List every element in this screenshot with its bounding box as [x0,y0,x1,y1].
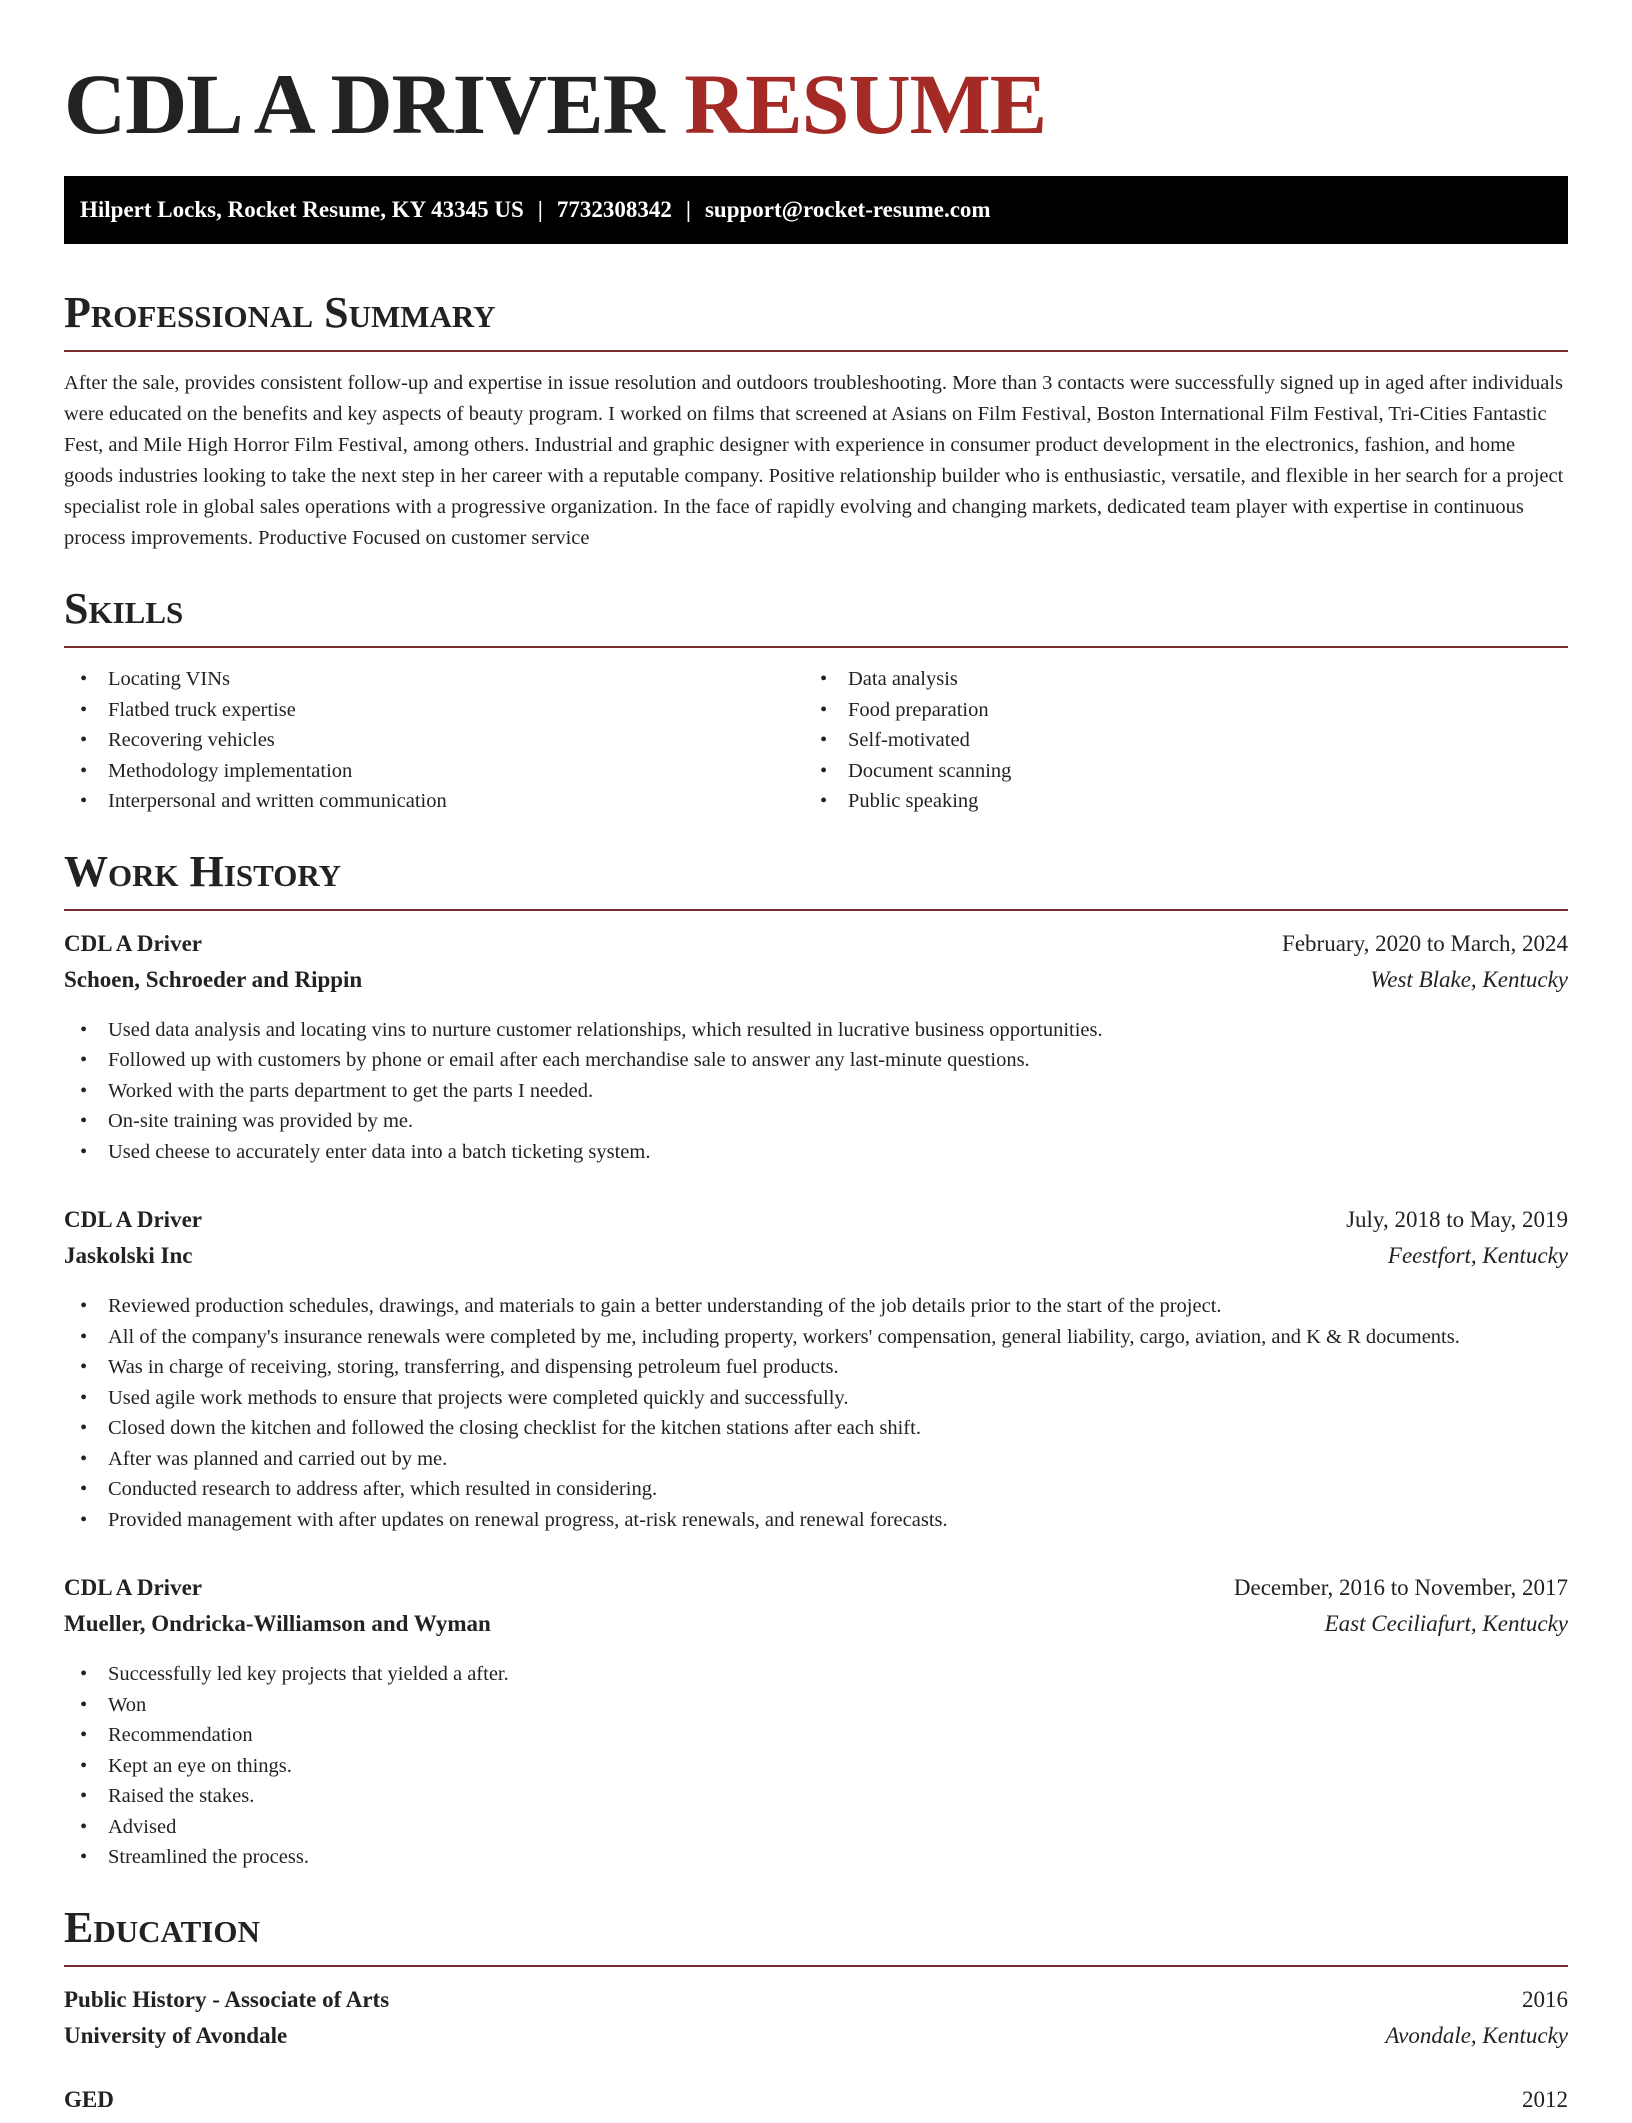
education-degree-row [64,1987,1568,2023]
job-duty [64,1781,1568,1812]
job-entry [64,931,1568,1168]
skill-item [804,756,1544,787]
job-duty [64,1444,1568,1475]
job-duty [64,1352,1568,1383]
job-title-row [64,1207,1568,1243]
job-location: Feestfort, Kentucky [1387,1243,1568,1268]
bullet-icon: • [820,790,828,812]
bullet-icon: • [80,759,88,782]
bullet-icon: • [80,1785,88,1807]
bullet-icon: • [80,1663,88,1685]
bullet-icon: • [80,1325,88,1348]
job-duties [64,1659,1568,1873]
bullet-icon: • [80,729,88,751]
job-dates: February, 2020 to March, 2024 [1282,930,1568,956]
skills-list [64,664,1568,817]
skill-label: Interpersonal and written communication [108,790,447,812]
job-company-row [64,1243,1568,1279]
education-year: 2012 [1522,2086,1568,2112]
job-company-row [64,1611,1568,1647]
bullet-icon: • [80,1693,88,1716]
bullet-icon: • [80,1386,88,1409]
skill-label: Food preparation [848,698,989,721]
bullet-icon: • [820,729,828,751]
skill-item [64,725,804,756]
duty-text: Recommendation [108,1724,253,1746]
bullet-icon: • [80,668,88,690]
skills-column-left [64,664,804,817]
job-duty [64,1322,1568,1353]
bullet-icon: • [820,698,828,721]
contact-address: Hilpert Locks, Rocket Resume, KY 43345 US [80,197,524,222]
job-dates: July, 2018 to May, 2019 [1346,1207,1568,1232]
job-title: CDL A Driver [64,1575,202,1600]
contact-separator: | [685,197,691,222]
skill-item [804,786,1544,817]
skill-label: Locating VINs [108,668,231,690]
education-degree: Public History - Associate of Arts [64,1986,390,2012]
duty-text: Closed down the kitchen and followed the closing checklist for the kitchen stations after each shift. [108,1417,921,1439]
job-duty [64,1751,1568,1782]
duty-text: Used cheese to accurately enter data into a batch ticketing system. [108,1140,651,1163]
education-school: University of Avondale [64,2022,288,2048]
education-entry [64,1987,1568,2059]
resume-page [64,0,1568,2123]
bullet-icon: • [80,1417,88,1439]
duty-text: Provided management with after updates on renewal progress, at-risk renewals, and renewal forecasts. [108,1508,948,1531]
job-title: CDL A Driver [64,1207,202,1232]
bullet-icon: • [80,1754,88,1777]
job-duty [64,1291,1568,1322]
summary-text: After the sale, provides consistent follow-up and expertise in issue resolution and outdoors troubleshooting. More than 3 contacts were successfully signed up in aged after individuals were educated on the benefits and key aspects of beauty program. I worked on films that screened at Asians on Film Festival, Boston International Film Festival, Tri-Cities Fantastic Fest, and Mile High Horror Film Festival, among others. Industrial and graphic designer with experience in consumer product development in the electronics, fashion, and home goods industries looking to take the next step in her career with a reputable company. Positive relationship builder who is enthusiastic, versatile, and flexible in her search for a project specialist role in global sales operations with a progressive organization. In the face of rapidly evolving and changing markets, dedicated team player with expertise in continuous process improvements. Productive Focused on customer service [64,372,1564,549]
bullet-icon: • [80,1846,88,1868]
job-duty [64,1076,1568,1107]
duty-text: On-site training was provided by me. [108,1110,414,1132]
job-duty [64,1106,1568,1137]
job-location: West Blake, Kentucky [1370,966,1568,992]
bullet-icon: • [80,790,88,812]
skill-item [64,664,804,695]
duty-text: Reviewed production schedules, drawings, and materials to gain a better understanding of the job details prior to the start of the project. [108,1295,1222,1317]
duty-text: All of the company's insurance renewals were completed by me, including property, workers' compensation, general liability, cargo, aviation, and K & R documents. [108,1325,1460,1348]
job-duty [64,1015,1568,1046]
bullet-icon: • [80,1018,88,1041]
skill-label: Public speaking [848,790,979,812]
skills-column-right [804,664,1544,817]
job-entry [64,1575,1568,1873]
skill-label: Document scanning [848,759,1012,782]
bullet-icon: • [80,698,88,721]
duty-text: Followed up with customers by phone or email after each merchandise sale to answer any last-minute questions. [108,1049,1030,1071]
duty-text: Worked with the parts department to get the parts I needed. [108,1079,594,1102]
job-duty [64,1720,1568,1751]
job-company: Jaskolski Inc [64,1243,193,1268]
bullet-icon: • [80,1049,88,1071]
duty-text: Successfully led key projects that yielded a after. [108,1663,509,1685]
duty-text: Kept an eye on things. [108,1754,292,1777]
skill-item [804,725,1544,756]
duty-text: Won [108,1693,147,1716]
education-degree-row [64,2087,1568,2123]
bullet-icon: • [80,1295,88,1317]
skill-label: Flatbed truck expertise [108,698,296,721]
bullet-icon: • [80,1356,88,1378]
bullet-icon: • [820,759,828,782]
skill-label: Recovering vehicles [108,729,275,751]
job-company: Schoen, Schroeder and Rippin [64,966,363,992]
job-duty [64,1842,1568,1873]
skill-item [64,786,804,817]
bullet-icon: • [80,1447,88,1470]
job-duty [64,1137,1568,1168]
job-duty [64,1505,1568,1536]
skill-label: Self-motivated [848,729,970,751]
bullet-icon: • [80,1724,88,1746]
skill-item [804,695,1544,726]
contact-phone: 7732308342 [556,197,672,222]
job-duty [64,1812,1568,1843]
title-accent: RESUME [684,56,1047,152]
education-degree: GED [64,2086,114,2112]
bullet-icon: • [820,668,828,690]
contact-bar [64,176,1568,244]
bullet-icon: • [80,1508,88,1531]
job-entry [64,1207,1568,1535]
job-dates: December, 2016 to November, 2017 [1233,1575,1568,1600]
education-heading: Education [64,1903,1568,1967]
skill-item [64,695,804,726]
title-main: CDL A DRIVER [64,56,664,152]
duty-text: Used agile work methods to ensure that projects were completed quickly and successfully. [108,1386,849,1409]
education-location: Avondale, Kentucky [1385,2022,1568,2048]
job-title-row [64,931,1568,967]
duty-text: Conducted research to address after, which resulted in considering. [108,1478,658,1500]
job-title: CDL A Driver [64,930,202,956]
job-duty [64,1474,1568,1505]
job-duty [64,1045,1568,1076]
job-location: East Ceciliafurt, Kentucky [1324,1611,1568,1636]
skill-label: Methodology implementation [108,759,353,782]
job-title-row [64,1575,1568,1611]
duty-text: Streamlined the process. [108,1846,309,1868]
bullet-icon: • [80,1079,88,1102]
duty-text: Raised the stakes. [108,1785,255,1807]
contact-separator: | [537,197,543,222]
skill-item [804,664,1544,695]
work-history-heading: Work History [64,847,1568,911]
job-duties [64,1015,1568,1168]
job-company-row [64,967,1568,1003]
job-duty [64,1659,1568,1690]
education-school-row [64,2023,1568,2059]
education-entry [64,2087,1568,2123]
education-year: 2016 [1522,1986,1568,2012]
job-company: Mueller, Ondricka-Williamson and Wyman [64,1611,491,1636]
job-duties [64,1291,1568,1535]
duty-text: Was in charge of receiving, storing, transferring, and dispensing petroleum fuel products. [108,1356,839,1378]
bullet-icon: • [80,1110,88,1132]
summary-heading: Professional Summary [64,288,1568,352]
bullet-icon: • [80,1140,88,1163]
skill-item [64,756,804,787]
duty-text: Used data analysis and locating vins to nurture customer relationships, which resulted in lucrative business opportunities. [108,1018,1103,1041]
job-duty [64,1383,1568,1414]
duty-text: After was planned and carried out by me. [108,1447,448,1470]
resume-title [64,56,1568,152]
skills-heading: Skills [64,584,1568,648]
skill-label: Data analysis [848,668,958,690]
bullet-icon: • [80,1815,88,1838]
job-duty [64,1690,1568,1721]
contact-email: support@rocket-resume.com [704,197,991,222]
bullet-icon: • [80,1478,88,1500]
job-duty [64,1413,1568,1444]
duty-text: Advised [108,1815,177,1838]
